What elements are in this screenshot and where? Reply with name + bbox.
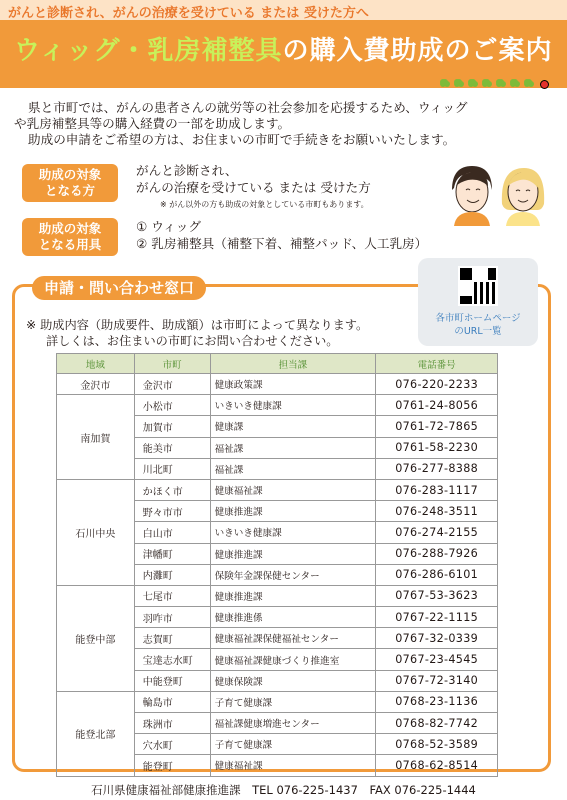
- clover-decoration: [440, 78, 549, 90]
- municipality-cell: 羽咋市: [134, 607, 210, 628]
- clover-icon: [524, 79, 534, 89]
- target-items-label-line: 助成の対象: [38, 221, 102, 236]
- region-cell: 石川中央: [57, 479, 135, 585]
- phone-cell: 0767-23-4545: [376, 649, 498, 670]
- inquiry-note: [26, 317, 368, 349]
- phone-cell: 0761-72-7865: [376, 416, 498, 437]
- intro-line: 県と市町では、がんの患者さんの就労等の社会参加を応援するため、ウィッグ: [28, 100, 468, 115]
- column-header: 地域: [57, 354, 135, 374]
- contact-table-body: [57, 374, 498, 777]
- municipality-cell: 輪島市: [134, 691, 210, 712]
- phone-cell: 0768-82-7742: [376, 713, 498, 734]
- table-row: [57, 691, 498, 712]
- region-cell: 能登北部: [57, 691, 135, 776]
- phone-cell: 076-288-7926: [376, 543, 498, 564]
- phone-cell: 0767-72-3140: [376, 670, 498, 691]
- municipality-cell: 白山市: [134, 522, 210, 543]
- phone-cell: 0768-62-8514: [376, 755, 498, 776]
- region-cell: 能登中部: [57, 585, 135, 691]
- qr-label: [418, 312, 538, 338]
- target-people-label-line: 助成の対象: [38, 167, 102, 182]
- phone-cell: 0768-52-3589: [376, 734, 498, 755]
- target-items-label-line: となる用具: [38, 237, 102, 252]
- target-people-label-line: となる方: [44, 183, 95, 198]
- municipality-cell: 野々市市: [134, 501, 210, 522]
- region-cell: 南加賀: [57, 395, 135, 480]
- header-subtitle: がんと診断され、がんの治療を受けている または 受けた方へ: [8, 6, 369, 21]
- department-cell: 福祉課健康増進センター: [210, 713, 376, 734]
- municipality-cell: 能美市: [134, 437, 210, 458]
- phone-cell: 0767-32-0339: [376, 628, 498, 649]
- department-cell: 健康福祉課: [210, 479, 376, 500]
- woman-icon: [502, 168, 544, 226]
- department-cell: いきいき健康課: [210, 395, 376, 416]
- municipality-cell: かほく市: [134, 479, 210, 500]
- department-cell: 福祉課: [210, 458, 376, 479]
- target-people-line: がんの治療を受けている または 受けた方: [136, 180, 371, 195]
- department-cell: 健康課: [210, 416, 376, 437]
- phone-cell: 076-274-2155: [376, 522, 498, 543]
- target-people-note: ※ がん以外の方も助成の対象としている市町もあります。: [160, 200, 369, 209]
- intro-line: 助成の申請をご希望の方は、お住まいの市町で手続きをお願いいたします。: [28, 132, 456, 147]
- department-cell: 健康推進係: [210, 607, 376, 628]
- municipality-cell: 津幡町: [134, 543, 210, 564]
- department-cell: いきいき健康課: [210, 522, 376, 543]
- table-row: [57, 395, 498, 416]
- contact-table: [56, 353, 498, 777]
- municipality-cell: 穴水町: [134, 734, 210, 755]
- table-header-row: [57, 354, 498, 374]
- municipality-cell: 志賀町: [134, 628, 210, 649]
- municipality-cell: 加賀市: [134, 416, 210, 437]
- department-cell: 子育て健康課: [210, 734, 376, 755]
- municipality-cell: 七尾市: [134, 585, 210, 606]
- municipality-cell: 川北町: [134, 458, 210, 479]
- clover-icon: [468, 79, 478, 89]
- ladybug-icon: [540, 80, 549, 89]
- inquiry-note-line: 詳しくは、お住まいの市町にお問い合わせください。: [46, 334, 339, 348]
- department-cell: 健康推進課: [210, 543, 376, 564]
- table-row: [57, 585, 498, 606]
- page-title-highlight: ウィッグ・乳房補整具: [14, 36, 283, 66]
- target-items-text: [136, 218, 427, 252]
- department-cell: 健康福祉課: [210, 755, 376, 776]
- municipality-cell: 能登町: [134, 755, 210, 776]
- municipality-cell: 内灘町: [134, 564, 210, 585]
- clover-icon: [440, 79, 450, 89]
- target-people-text: [136, 162, 371, 196]
- intro-line: や乳房補整具等の購入経費の一部を助成します。: [14, 116, 291, 131]
- qr-code-icon[interactable]: [458, 266, 498, 306]
- region-cell: 金沢市: [57, 374, 135, 395]
- phone-cell: 076-286-6101: [376, 564, 498, 585]
- department-cell: 福祉課: [210, 437, 376, 458]
- department-cell: 健康保険課: [210, 670, 376, 691]
- phone-cell: 0768-23-1136: [376, 691, 498, 712]
- municipality-cell: 珠洲市: [134, 713, 210, 734]
- target-people-line: がんと診断され、: [136, 163, 238, 178]
- inquiry-note-line: ※ 助成内容（助成要件、助成額）は市町によって異なります。: [26, 318, 369, 332]
- footer-contact: 石川県健康福祉部健康推進課 TEL 076-225-1437 FAX 076-225-1444: [91, 783, 476, 797]
- department-cell: 健康推進課: [210, 501, 376, 522]
- target-item: ② 乳房補整具（補整下着、補整パッド、人工乳房）: [136, 236, 428, 251]
- column-header: 担当課: [210, 354, 376, 374]
- clover-icon: [496, 79, 506, 89]
- phone-cell: 0761-58-2230: [376, 437, 498, 458]
- target-items-label: [22, 218, 118, 256]
- phone-cell: 0767-53-3623: [376, 585, 498, 606]
- qr-label-line: のURL一覧: [454, 326, 502, 337]
- clover-icon: [482, 79, 492, 89]
- department-cell: 健康福祉課保健福祉センター: [210, 628, 376, 649]
- header-banner: [0, 0, 567, 88]
- phone-cell: 0761-24-8056: [376, 395, 498, 416]
- table-row: [57, 479, 498, 500]
- table-row: [57, 374, 498, 395]
- municipality-cell: 中能登町: [134, 670, 210, 691]
- phone-cell: 076-277-8388: [376, 458, 498, 479]
- department-cell: 健康政策課: [210, 374, 376, 395]
- clover-icon: [510, 79, 520, 89]
- phone-cell: 076-248-3511: [376, 501, 498, 522]
- municipality-cell: 金沢市: [134, 374, 210, 395]
- department-cell: 健康推進課: [210, 585, 376, 606]
- clover-icon: [454, 79, 464, 89]
- qr-box[interactable]: [418, 258, 538, 346]
- column-header: 市町: [134, 354, 210, 374]
- phone-cell: 076-283-1117: [376, 479, 498, 500]
- column-header: 電話番号: [376, 354, 498, 374]
- department-cell: 子育て健康課: [210, 691, 376, 712]
- department-cell: 保険年金課保健センター: [210, 564, 376, 585]
- municipality-cell: 小松市: [134, 395, 210, 416]
- target-people-label: [22, 164, 118, 202]
- target-item: ① ウィッグ: [136, 219, 201, 234]
- man-icon: [452, 166, 492, 226]
- qr-label-line: 各市町ホームページ: [435, 313, 521, 324]
- page-title-rest: の購入費助成のご案内: [282, 36, 553, 66]
- inquiry-title: 申請・問い合わせ窓口: [32, 276, 206, 300]
- phone-cell: 076-220-2233: [376, 374, 498, 395]
- page-title: [14, 30, 552, 67]
- phone-cell: 0767-22-1115: [376, 607, 498, 628]
- intro-text: [14, 100, 554, 148]
- people-illustration: [446, 160, 548, 226]
- municipality-cell: 宝達志水町: [134, 649, 210, 670]
- department-cell: 健康福祉課健康づくり推進室: [210, 649, 376, 670]
